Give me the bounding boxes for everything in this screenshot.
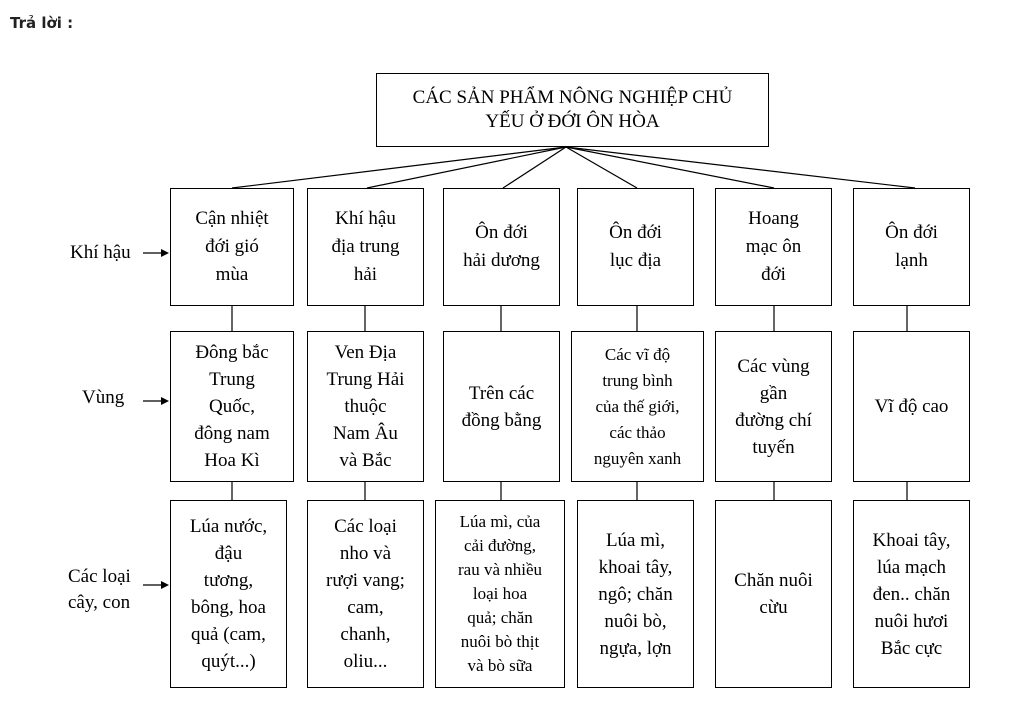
climate-box-3 (443, 188, 560, 306)
region-box-6 (853, 331, 970, 482)
climate-text-1: Cận nhiệt đới gió mùa (195, 208, 269, 285)
products-text-2: Các loại nho và rượi vang; cam, chanh, oliu... (326, 516, 405, 672)
climate-box-4 (577, 188, 694, 306)
products-text-3: Lúa mì, của cải đường, rau và nhiều loại hoa quả; chăn nuôi bò thịt và bò sữa (457, 512, 543, 675)
region-box-2 (307, 331, 424, 482)
row-label-climate: Khí hậu (70, 242, 131, 263)
connector-title-col4 (566, 147, 637, 188)
region-text-2: Ven Địa Trung Hải thuộc Nam Âu và Bắc (326, 342, 405, 471)
products-box-6 (853, 500, 970, 688)
products-box-1 (170, 500, 287, 688)
arrow-climate-head (161, 249, 169, 257)
products-text-1: Lúa nước, đậu tương, bông, hoa quả (cam, quýt...) (189, 516, 268, 672)
climate-text-6: Ôn đới lạnh (885, 222, 938, 271)
climate-box-2 (307, 188, 424, 306)
climate-box-6 (853, 188, 970, 306)
products-text-5: Chăn nuôi cừu (734, 570, 813, 618)
row-label-products: Các loại cây, con (68, 566, 131, 613)
products-box-3 (435, 500, 565, 688)
arrow-products-head (161, 581, 169, 589)
diagram-title-box (376, 73, 769, 147)
products-box-5 (715, 500, 832, 688)
products-box-4 (577, 500, 694, 688)
arrow-region-head (161, 397, 169, 405)
region-text-1: Đông bắc Trung Quốc, đông nam Hoa Kì (194, 342, 270, 471)
climate-text-5: Hoang mạc ôn đới (745, 208, 802, 285)
region-text-3: Trên các đồng bằng (461, 382, 542, 431)
region-box-3 (443, 331, 560, 482)
climate-text-2: Khí hậu địa trung hải (331, 208, 400, 285)
climate-box-5 (715, 188, 832, 306)
region-text-5: Các vùng gần đường chí tuyến (735, 355, 812, 458)
climate-box-1 (170, 188, 294, 306)
answer-label: Trả lời : (10, 14, 74, 32)
region-text-4: Các vĩ độ trung bình của thế giới, các thảo nguyên xanh (593, 344, 682, 468)
row-label-region: Vùng (82, 387, 125, 408)
products-text-4: Lúa mì, khoai tây, ngô; chăn nuôi bò, ngựa, lợn (598, 529, 673, 659)
products-text-6: Khoai tây, lúa mạch đen.. chăn nuôi hươi Bắc cực (872, 529, 951, 659)
diagram-title: CÁC SẢN PHẨM NÔNG NGHIỆP CHỦ YẾU Ở ĐỚI ÔN HÒA (412, 87, 733, 132)
climate-text-3: Ôn đới hải dương (463, 222, 540, 271)
products-box-2 (307, 500, 424, 688)
region-text-6: Vĩ độ cao (874, 396, 949, 417)
region-box-1 (170, 331, 294, 482)
climate-text-4: Ôn đới lục địa (609, 222, 662, 271)
region-box-5 (715, 331, 832, 482)
region-box-4 (571, 331, 704, 482)
